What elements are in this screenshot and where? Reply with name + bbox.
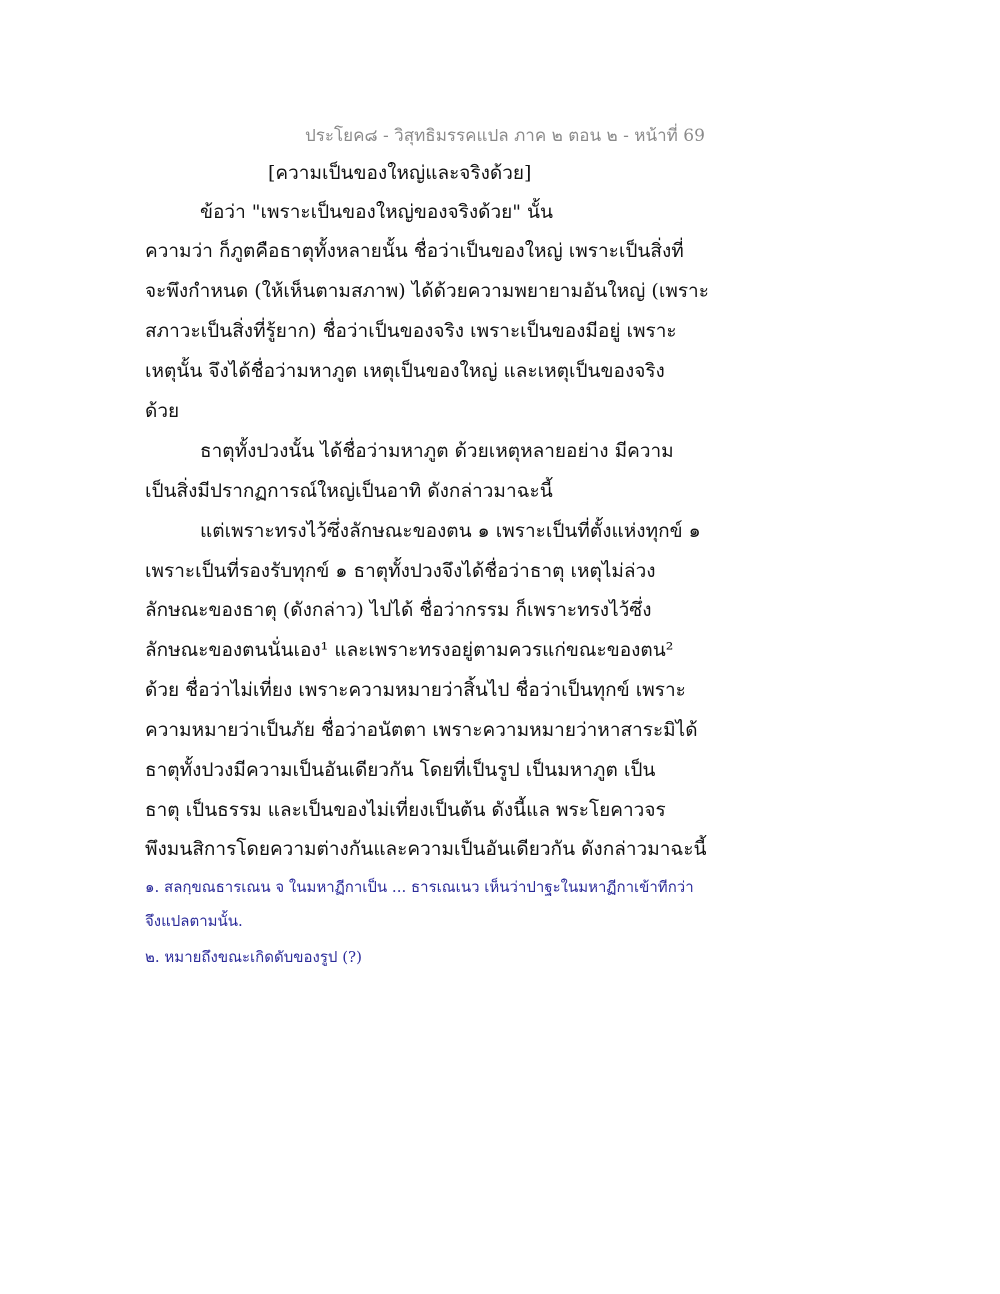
paragraph-line: ข้อว่า "เพราะเป็นของใหญ่ของจริงด้วย" นั้น xyxy=(200,201,554,223)
paragraph-line: ลักษณะของธาตุ (ดังกล่าว) ไปได้ ชื่อว่ากรรม ก็เพราะทรงไว้ซึ่ง xyxy=(145,599,652,621)
paragraph-line: ลักษณะของตนนั่นเอง¹ และเพราะทรงอยู่ตามควรแก่ขณะของตน² xyxy=(145,639,674,661)
paragraph-line: ธาตุทั้งปวงนั้น ได้ชื่อว่ามหาภูต ด้วยเหตุหลายอย่าง มีความ xyxy=(200,440,674,462)
footnote-1-line: จึงแปลตามนั้น. xyxy=(145,912,243,930)
paragraph-line: เป็นสิ่งมีปรากฏการณ์ใหญ่เป็นอาทิ ดังกล่าวมาฉะนี้ xyxy=(145,480,553,502)
footnote-1-line: ๑. สลกฺขณธารเณน จ ในมหาฏีกาเป็น ... ธารเณเนว เห็นว่าปาฐะในมหาฏีกาเข้าทีกว่า xyxy=(145,878,694,896)
paragraph-line: ความหมายว่าเป็นภัย ชื่อว่าอนัตตา เพราะความหมายว่าหาสาระมิได้ xyxy=(145,719,698,741)
paragraph-line: ธาตุทั้งปวงมีความเป็นอันเดียวกัน โดยที่เป็นรูป เป็นมหาภูต เป็น xyxy=(145,759,656,781)
paragraph-line: จะพึงกำหนด (ให้เห็นตามสภาพ) ได้ด้วยความพยายามอันใหญ่ (เพราะ xyxy=(145,280,709,302)
paragraph-line: ด้วย xyxy=(145,400,180,422)
paragraph-line: ความว่า ก็ภูตคือธาตุทั้งหลายนั้น ชื่อว่าเป็นของใหญ่ เพราะเป็นสิ่งที่ xyxy=(145,240,684,262)
page-header: ประโยค๘ - วิสุทธิมรรคแปล ภาค ๒ ตอน ๒ - หน้าที่ 69 xyxy=(305,126,705,146)
paragraph-line: พึงมนสิการโดยความต่างกันและความเป็นอันเดียวกัน ดังกล่าวมาฉะนี้ xyxy=(145,838,707,860)
footnote-2-line: ๒. หมายถึงขณะเกิดดับของรูป (?) xyxy=(145,948,362,966)
paragraph-line: สภาวะเป็นสิ่งที่รู้ยาก) ชื่อว่าเป็นของจริง เพราะเป็นของมีอยู่ เพราะ xyxy=(145,320,677,342)
paragraph-line: เพราะเป็นที่รองรับทุกข์ ๑ ธาตุทั้งปวงจึงได้ชื่อว่าธาตุ เหตุไม่ล่วง xyxy=(145,560,656,582)
section-heading: [ความเป็นของใหญ่และจริงด้วย] xyxy=(268,162,532,184)
paragraph-line: แต่เพราะทรงไว้ซึ่งลักษณะของตน ๑ เพราะเป็นที่ตั้งแห่งทุกข์ ๑ xyxy=(200,520,701,542)
paragraph-line: เหตุนั้น จึงได้ชื่อว่ามหาภูต เหตุเป็นของใหญ่ และเหตุเป็นของจริง xyxy=(145,360,665,382)
paragraph-line: ด้วย ชื่อว่าไม่เที่ยง เพราะความหมายว่าสิ้นไป ชื่อว่าเป็นทุกข์ เพราะ xyxy=(145,679,686,701)
paragraph-line: ธาตุ เป็นธรรม และเป็นของไม่เที่ยงเป็นต้น ดังนี้แล พระโยคาวจร xyxy=(145,799,666,821)
